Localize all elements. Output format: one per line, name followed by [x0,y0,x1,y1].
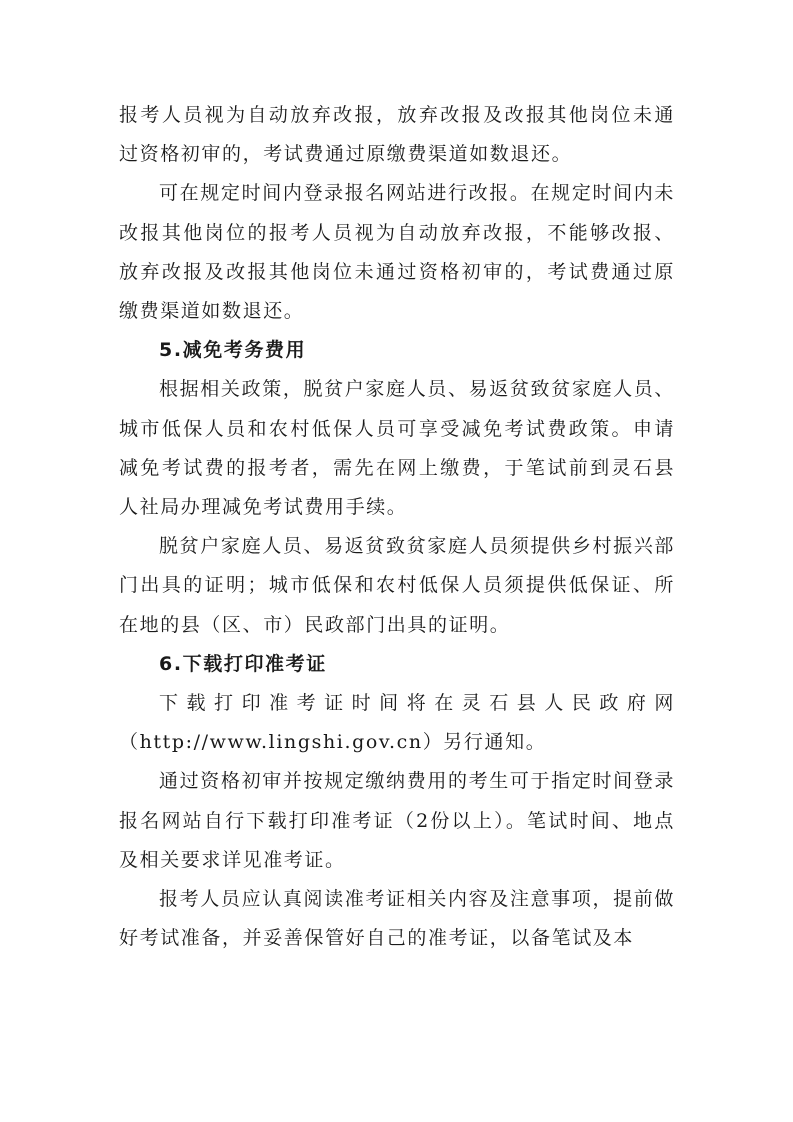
section-heading-fee-reduction: 5.减免考务费用 [159,339,307,362]
paragraph-fee-reduction-policy: 根据相关政策，脱贫户家庭人员、易返贫致贫家庭人员、城市低保人员和农村低保人员可享受减免考试费政策。申请减免考试费的报考者，需先在网上缴费，于笔试前到灵石县人社局办理减免考试费用手续。 [119,378,675,519]
paragraph-download-time-line2: （http://www.lingshi.gov.cn）另行通知。 [119,731,547,754]
paragraph-required-proof: 脱贫户家庭人员、易返贫致贫家庭人员须提供乡村振兴部门出具的证明；城市低保和农村低保人员须提供低保证、所在地的县（区、市）民政部门出具的证明。 [119,535,675,636]
section-heading-admission-ticket: 6.下载打印准考证 [159,652,327,675]
document-page [119,96,675,958]
paragraph-download-time-line1: 下载打印准考证时间将在灵石县人民政府网 [159,692,675,715]
paragraph-ticket-notice: 报考人员应认真阅读准考证相关内容及注意事项，提前做好考试准备，并妥善保管好自己的准考证，以备笔试及本 [119,888,675,950]
paragraph-refund-note: 报考人员视为自动放弃改报，放弃改报及改报其他岗位未通过资格初审的，考试费通过原缴费渠道如数退还。 [119,104,675,166]
paragraph-download-instructions: 通过资格初审并按规定缴纳费用的考生可于指定时间登录报名网站自行下载打印准考证（2份以上）。笔试时间、地点及相关要求详见准考证。 [119,770,675,871]
paragraph-change-application: 可在规定时间内登录报名网站进行改报。在规定时间内未改报其他岗位的报考人员视为自动放弃改报，不能够改报、放弃改报及改报其他岗位未通过资格初审的，考试费通过原缴费渠道如数退还。 [119,182,675,323]
